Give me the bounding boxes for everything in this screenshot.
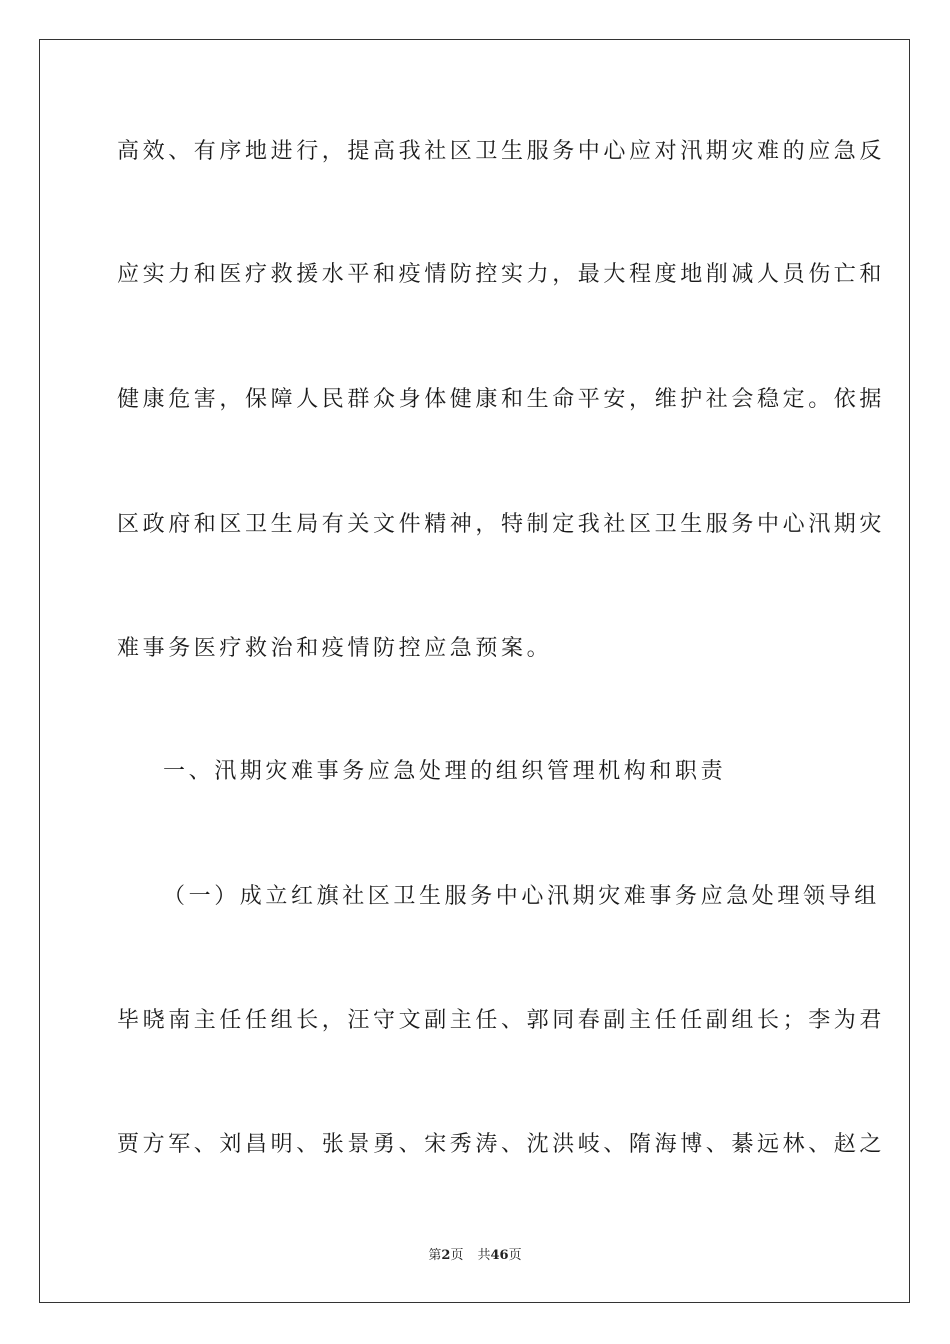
body-text-line-4: 区政府和区卫生局有关文件精神，特制定我社区卫生服务中心汛期灾 <box>117 512 886 537</box>
page-prefix: 第 <box>428 1248 442 1263</box>
section-heading: 一、汛期灾难事务应急处理的组织管理机构和职责 <box>163 759 727 784</box>
body-text-line-2: 应实力和医疗救援水平和疫情防控实力，最大程度地削减人员伤亡和 <box>117 262 886 287</box>
total-prefix: 共 <box>477 1248 491 1263</box>
body-text-line-5: 难事务医疗救治和疫情防控应急预案。 <box>117 636 553 661</box>
body-text-line-8: 毕晓南主任任组长，汪守文副主任、郭同春副主任任副组长；李为君 <box>117 1008 886 1033</box>
subsection-heading: （一）成立红旗社区卫生服务中心汛期灾难事务应急处理领导组 <box>163 884 880 909</box>
body-text-line-9: 贾方军、刘昌明、张景勇、宋秀涛、沈洪岐、隋海博、綦远林、赵之 <box>117 1132 886 1157</box>
page-footer <box>0 1247 950 1265</box>
page-border <box>39 39 910 1303</box>
page-suffix: 页 <box>450 1248 464 1263</box>
page-number: 2 <box>441 1248 451 1263</box>
body-text-line-3: 健康危害，保障人民群众身体健康和生命平安，维护社会稳定。依据 <box>117 387 886 412</box>
total-suffix: 页 <box>508 1248 522 1263</box>
total-pages: 46 <box>490 1248 509 1263</box>
body-text-line-1: 高效、有序地进行，提高我社区卫生服务中心应对汛期灾难的应急反 <box>117 139 886 164</box>
